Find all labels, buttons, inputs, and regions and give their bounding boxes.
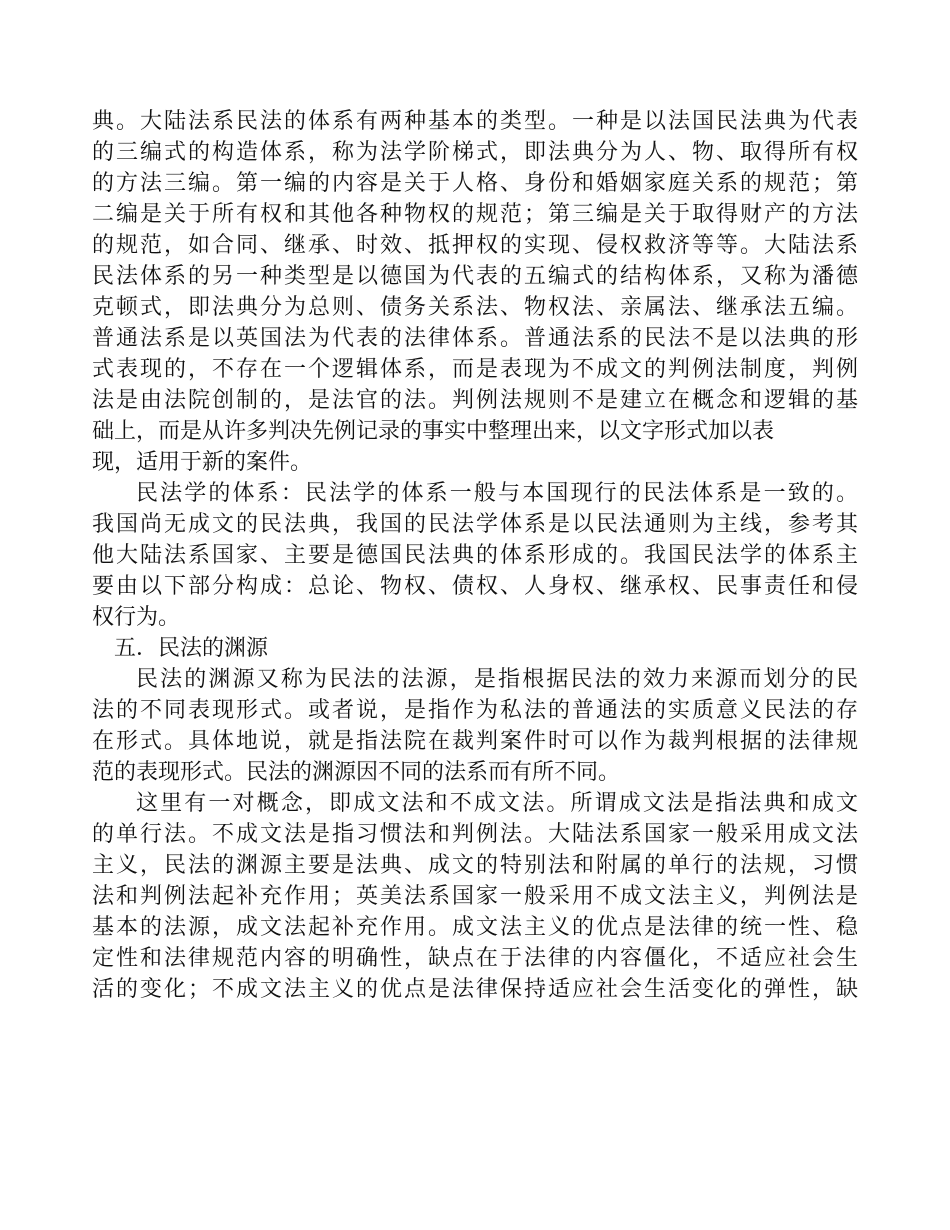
- text-line: 础上，而是从许多判决先例记录的事实中整理出来，以文字形式加以表: [92, 419, 775, 444]
- paragraph-first-line: 民法学的体系：民法学的体系一般与本国现行的民法体系是一致的。: [136, 481, 858, 506]
- text-line: 现，适用于新的案件。: [92, 450, 313, 475]
- text-line: 主义，民法的渊源主要是法典、成文的特别法和附属的单行的法规，习惯: [92, 853, 858, 878]
- text-line: 的方法三编。第一编的内容是关于人格、身份和婚姻家庭关系的规范；第: [92, 171, 858, 196]
- text-line: 二编是关于所有权和其他各种物权的规范；第三编是关于取得财产的方法: [92, 202, 858, 227]
- text-line: 的三编式的构造体系，称为法学阶梯式，即法典分为人、物、取得所有权: [92, 140, 858, 165]
- text-line: 在形式。具体地说，就是指法院在裁判案件时可以作为裁判根据的法律规: [92, 729, 858, 754]
- text-line: 法是由法院创制的，是法官的法。判例法规则不是建立在概念和逻辑的基: [92, 388, 858, 413]
- text-line: 式表现的，不存在一个逻辑体系，而是表现为不成文的判例法制度，判例: [92, 357, 858, 382]
- paragraph-first-line: 这里有一对概念，即成文法和不成文法。所谓成文法是指法典和成文: [136, 791, 858, 816]
- text-line: 基本的法源，成文法起补充作用。成文法主义的优点是法律的统一性、稳: [92, 915, 858, 940]
- text-line: 普通法系是以英国法为代表的法律体系。普通法系的民法不是以法典的形: [92, 326, 858, 351]
- body-text: [92, 106, 858, 1005]
- text-line: 法的不同表现形式。或者说，是指作为私法的普通法的实质意义民法的存: [92, 698, 858, 723]
- text-line: 典。大陆法系民法的体系有两种基本的类型。一种是以法国民法典为代表: [92, 109, 858, 134]
- text-line: 活的变化；不成文法主义的优点是法律保持适应社会生活变化的弹性，缺: [92, 977, 858, 1002]
- text-line: 他大陆法系国家、主要是德国民法典的体系形成的。我国民法学的体系主: [92, 543, 858, 568]
- text-line: 的单行法。不成文法是指习惯法和判例法。大陆法系国家一般采用成文法: [92, 822, 858, 847]
- section-heading: 五．民法的渊源: [114, 636, 269, 661]
- text-line: 要由以下部分构成：总论、物权、债权、人身权、继承权、民事责任和侵: [92, 574, 858, 599]
- text-line: 民法体系的另一种类型是以德国为代表的五编式的结构体系，又称为潘德: [92, 264, 858, 289]
- text-line: 的规范，如合同、继承、时效、抵押权的实现、侵权救济等等。大陆法系: [92, 233, 858, 258]
- text-line: 克顿式，即法典分为总则、债务关系法、物权法、亲属法、继承法五编。: [92, 295, 858, 320]
- text-line: 我国尚无成文的民法典，我国的民法学体系是以民法通则为主线，参考其: [92, 512, 858, 537]
- text-line: 法和判例法起补充作用；英美法系国家一般采用不成文法主义，判例法是: [92, 884, 858, 909]
- text-line: 范的表现形式。民法的渊源因不同的法系而有所不同。: [92, 760, 621, 785]
- text-line: 权行为。: [92, 605, 181, 630]
- paragraph-first-line: 民法的渊源又称为民法的法源，是指根据民法的效力来源而划分的民: [136, 667, 858, 692]
- text-line: 定性和法律规范内容的明确性，缺点在于法律的内容僵化，不适应社会生: [92, 946, 858, 971]
